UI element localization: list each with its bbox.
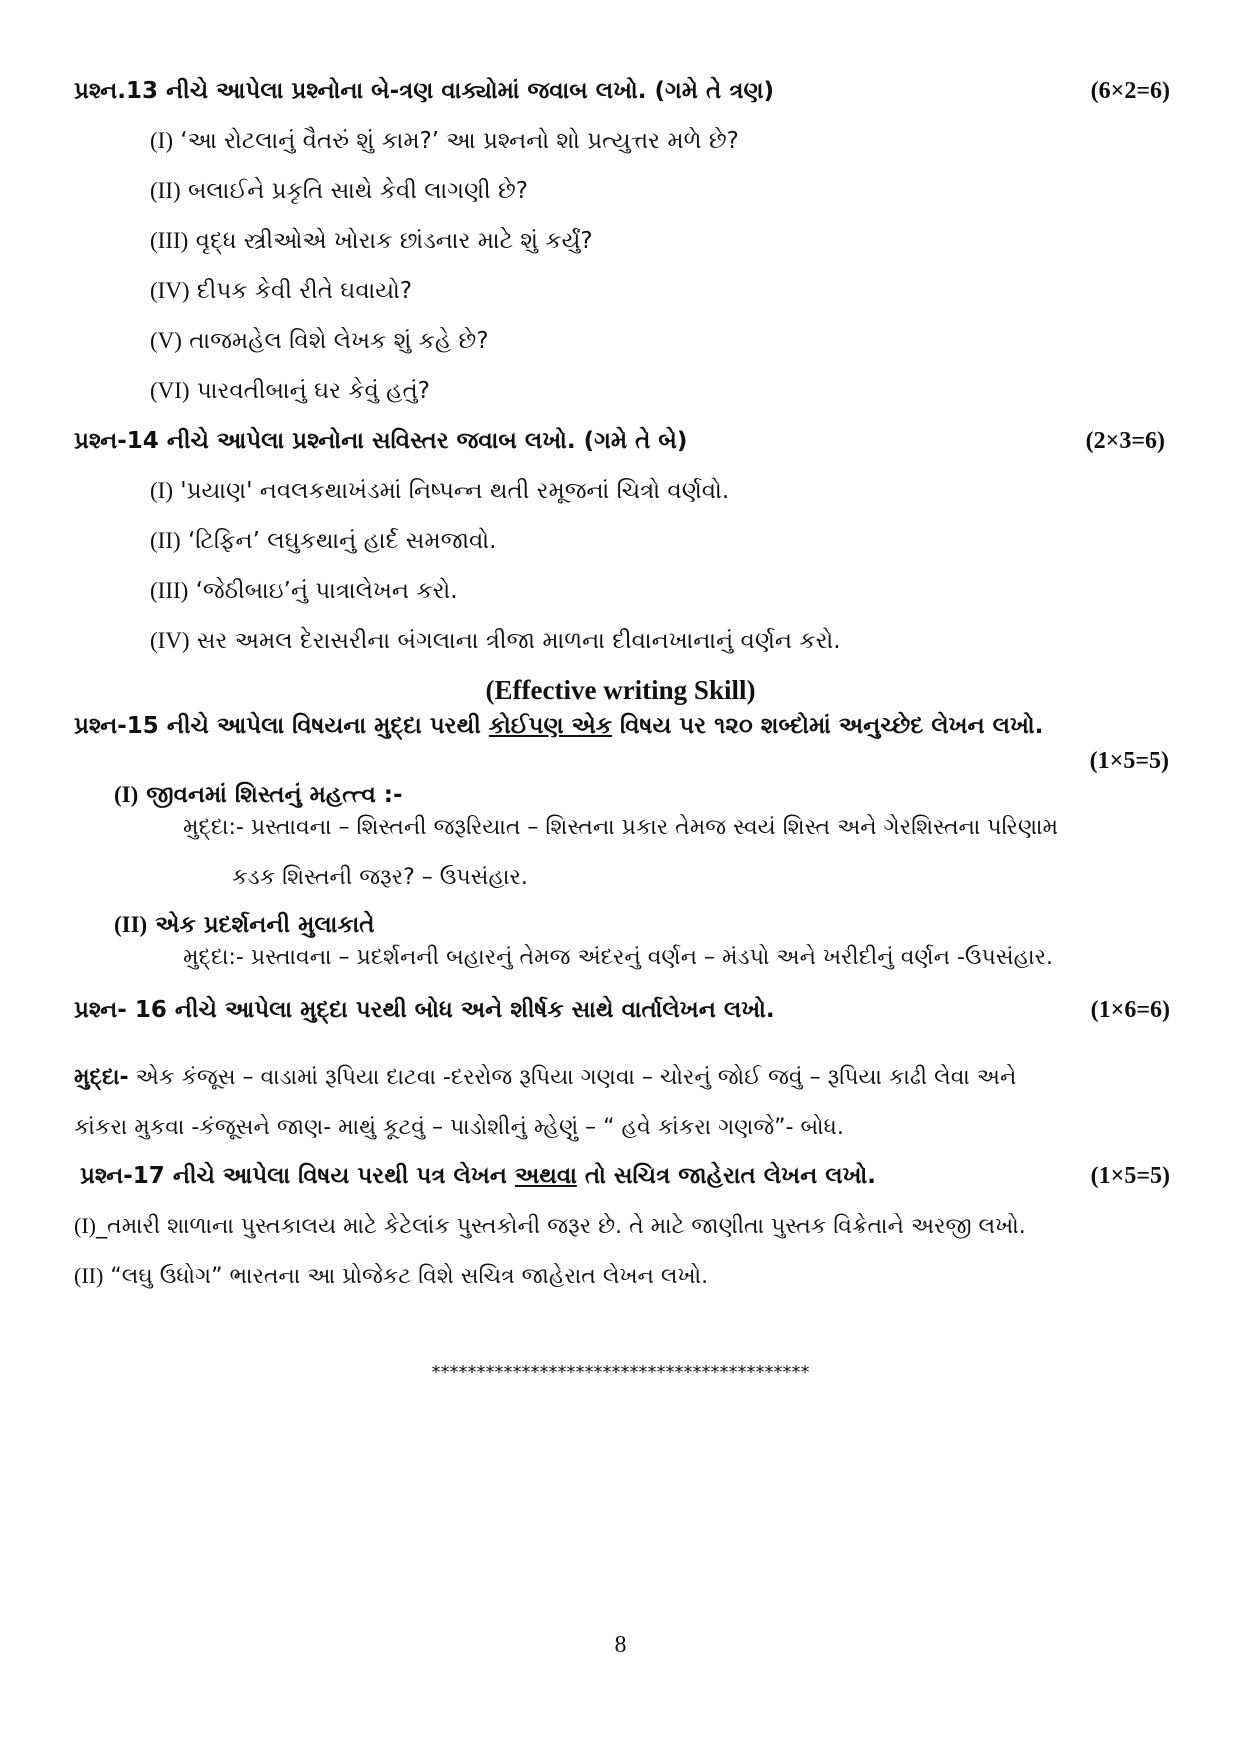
q17-item-2 [74, 1263, 708, 1289]
item-number: (VI) [150, 378, 190, 403]
item-text: 'પ્રયાણ' નવલકથાખંડમાં નિષ્પન્ન થતી રમૂજનાં ચિત્રો વર્ણવો. [180, 478, 730, 504]
q17-title-emphasis: અથવા [514, 1163, 577, 1189]
item-number: (IV) [150, 628, 190, 653]
q17-marks: (1×5=5) [1090, 1163, 1170, 1189]
q13-item-3 [150, 228, 593, 254]
q14-title: પ્રશ્ન-14 નીચે આપેલા પ્રશ્નોના સવિસ્તર જવાબ લખો. (ગમે તે બે) [74, 428, 688, 454]
q16-heading [74, 997, 1170, 1024]
q16-title: પ્રશ્ન- 16 નીચે આપેલા મુદ્દા પરથી બોધ અને શીર્ષક સાથે વાર્તાલેખન લખો. [74, 997, 775, 1023]
q15-topic-2-points: મુદ્દા:- પ્રસ્તાવના – પ્રદર્શનની બહારનું તેમજ અંદરનું વર્ણન – મંડપો અને ખરીદીનું વર્ણન -ઉપસંહાર. [183, 945, 1054, 970]
q13-marks: (6×2=6) [1090, 78, 1170, 104]
q15-heading [74, 713, 1174, 739]
item-text: વૃદ્ધ સ્ત્રીઓએ ખોરાક છાંડનાર માટે શું કર્યું? [195, 228, 593, 254]
q15-title-pre: પ્રશ્ન-15 નીચે આપેલા વિષયના મુદ્દા પરથી [74, 713, 489, 739]
q14-heading [74, 428, 1165, 455]
section-title: (Effective writing Skill) [485, 675, 756, 705]
topic-title: એક પ્રદર્શનની મુલાકાતે [155, 912, 375, 938]
q16-points-line-2: કાંકરા મુકવા -કંજૂસને જાણ- માથું કૂટવું – પાડોશીનું મ્હેણું – “ હવે કાંકરા ગણજે”- બોધ. [74, 1115, 844, 1140]
q17-title [80, 1163, 876, 1190]
item-number: (III) [150, 228, 189, 253]
item-number: (IV) [150, 278, 190, 303]
topic-number: (I) [114, 782, 139, 807]
q13-item-6 [150, 378, 430, 404]
q16-points-text: એક કંજૂસ – વાડામાં રૂપિયા દાટવા -દરરોજ રૂપિયા ગણવા – ચોરનું જોઈ જવું – રૂપિયા કાઢી લેવા અને [128, 1065, 1017, 1090]
q13-item-1 [150, 128, 739, 154]
item-number: (V) [150, 328, 182, 353]
item-number: (II) [150, 528, 181, 553]
q14-item-3 [150, 578, 458, 604]
q16-points-label: મુદ્દા- [74, 1065, 129, 1090]
item-number: (II) [150, 178, 181, 203]
q14-item-4 [150, 628, 841, 654]
item-text: ‘આ રોટલાનું વૈતરું શું કામ?’ આ પ્રશ્નનો શો પ્રત્યુત્તર મળે છે? [180, 128, 739, 154]
q14-item-2 [150, 528, 496, 554]
q13-item-2 [150, 178, 528, 204]
item-number: (I) [150, 128, 173, 153]
topic-title: જીવનમાં શિસ્તનું મહત્ત્વ :- [146, 782, 403, 808]
q14-item-1 [150, 478, 729, 504]
q17-heading [80, 1163, 1170, 1190]
q17-title-post: તો સચિત્ર જાહેરાત લેખન લખો. [576, 1163, 877, 1189]
page-number: 8 [614, 1632, 627, 1658]
item-text: સર અમલ દેરાસરીના બંગલાના ત્રીજા માળના દીવાનખાનાનું વર્ણન કરો. [196, 628, 841, 654]
q14-marks: (2×3=6) [1085, 428, 1165, 454]
item-number: (I) [150, 478, 173, 503]
q13-item-4 [150, 278, 412, 304]
q15-topic-2-heading [114, 912, 375, 938]
item-text: _તમારી શાળાના પુસ્તકાલય માટે કેટેલાંક પુસ્તકોની જરૂર છે. તે માટે જાણીતા પુસ્તક વિક્રેતાને અરજી લખો. [95, 1214, 1026, 1239]
q15-title-post: વિષય પર ૧૨૦ શબ્દોમાં અનુચ્છેદ લેખન લખો. [612, 713, 1044, 739]
item-text: ‘જેઠીબાઇ’નું પાત્રાલેખન કરો. [195, 578, 458, 604]
q13-item-5 [150, 328, 489, 354]
q15-title [74, 713, 1043, 739]
q15-topic-1-points: મુદ્દા:- પ્રસ્તાવના – શિસ્તની જરૂરિયાત – શિસ્તના પ્રકાર તેમજ સ્વયં શિસ્ત અને ગેરશિસ્તના પરિણામ [183, 815, 1059, 840]
q15-topic-1-heading [114, 782, 403, 808]
item-text: પારવતીબાનું ઘર કેવું હતું? [196, 378, 430, 404]
q13-title: પ્રશ્ન.13 નીચે આપેલા પ્રશ્નોના બે-ત્રણ વાક્યોમાં જવાબ લખો. (ગમે તે ત્રણ) [74, 78, 775, 104]
q16-points-line-1 [74, 1065, 1016, 1090]
q17-title-pre: પ્રશ્ન-17 નીચે આપેલા વિષય પરથી પત્ર લેખન [80, 1163, 515, 1189]
separator-stars: ****************************************** [431, 1362, 810, 1383]
item-number: (I) [74, 1213, 96, 1238]
item-number: (II) [74, 1263, 104, 1288]
q15-title-emphasis: કોઈપણ એક [488, 713, 613, 739]
q15-topic-1-points-cont: કડક શિસ્તની જરૂર? – ઉપસંહાર. [232, 865, 528, 890]
item-text: તાજમહેલ વિશે લેખક શું કહે છે? [189, 328, 489, 354]
q17-item-1 [74, 1213, 1026, 1239]
item-number: (III) [150, 578, 189, 603]
item-text: દીપક કેવી રીતે ઘવાયો? [196, 278, 413, 304]
item-text: ‘ટિફિન’ લઘુકથાનું હાર્દ સમજાવો. [187, 528, 497, 554]
item-text: “લઘુ ઉધોગ” ભારતના આ પ્રોજેકટ વિશે સચિત્ર જાહેરાત લેખન લખો. [110, 1264, 709, 1289]
q13-heading [74, 78, 1170, 105]
item-text: બલાઈને પ્રકૃતિ સાથે કેવી લાગણી છે? [187, 178, 528, 204]
topic-number: (II) [114, 912, 148, 937]
q15-marks: (1×5=5) [1089, 748, 1169, 774]
q16-marks: (1×6=6) [1090, 997, 1170, 1023]
